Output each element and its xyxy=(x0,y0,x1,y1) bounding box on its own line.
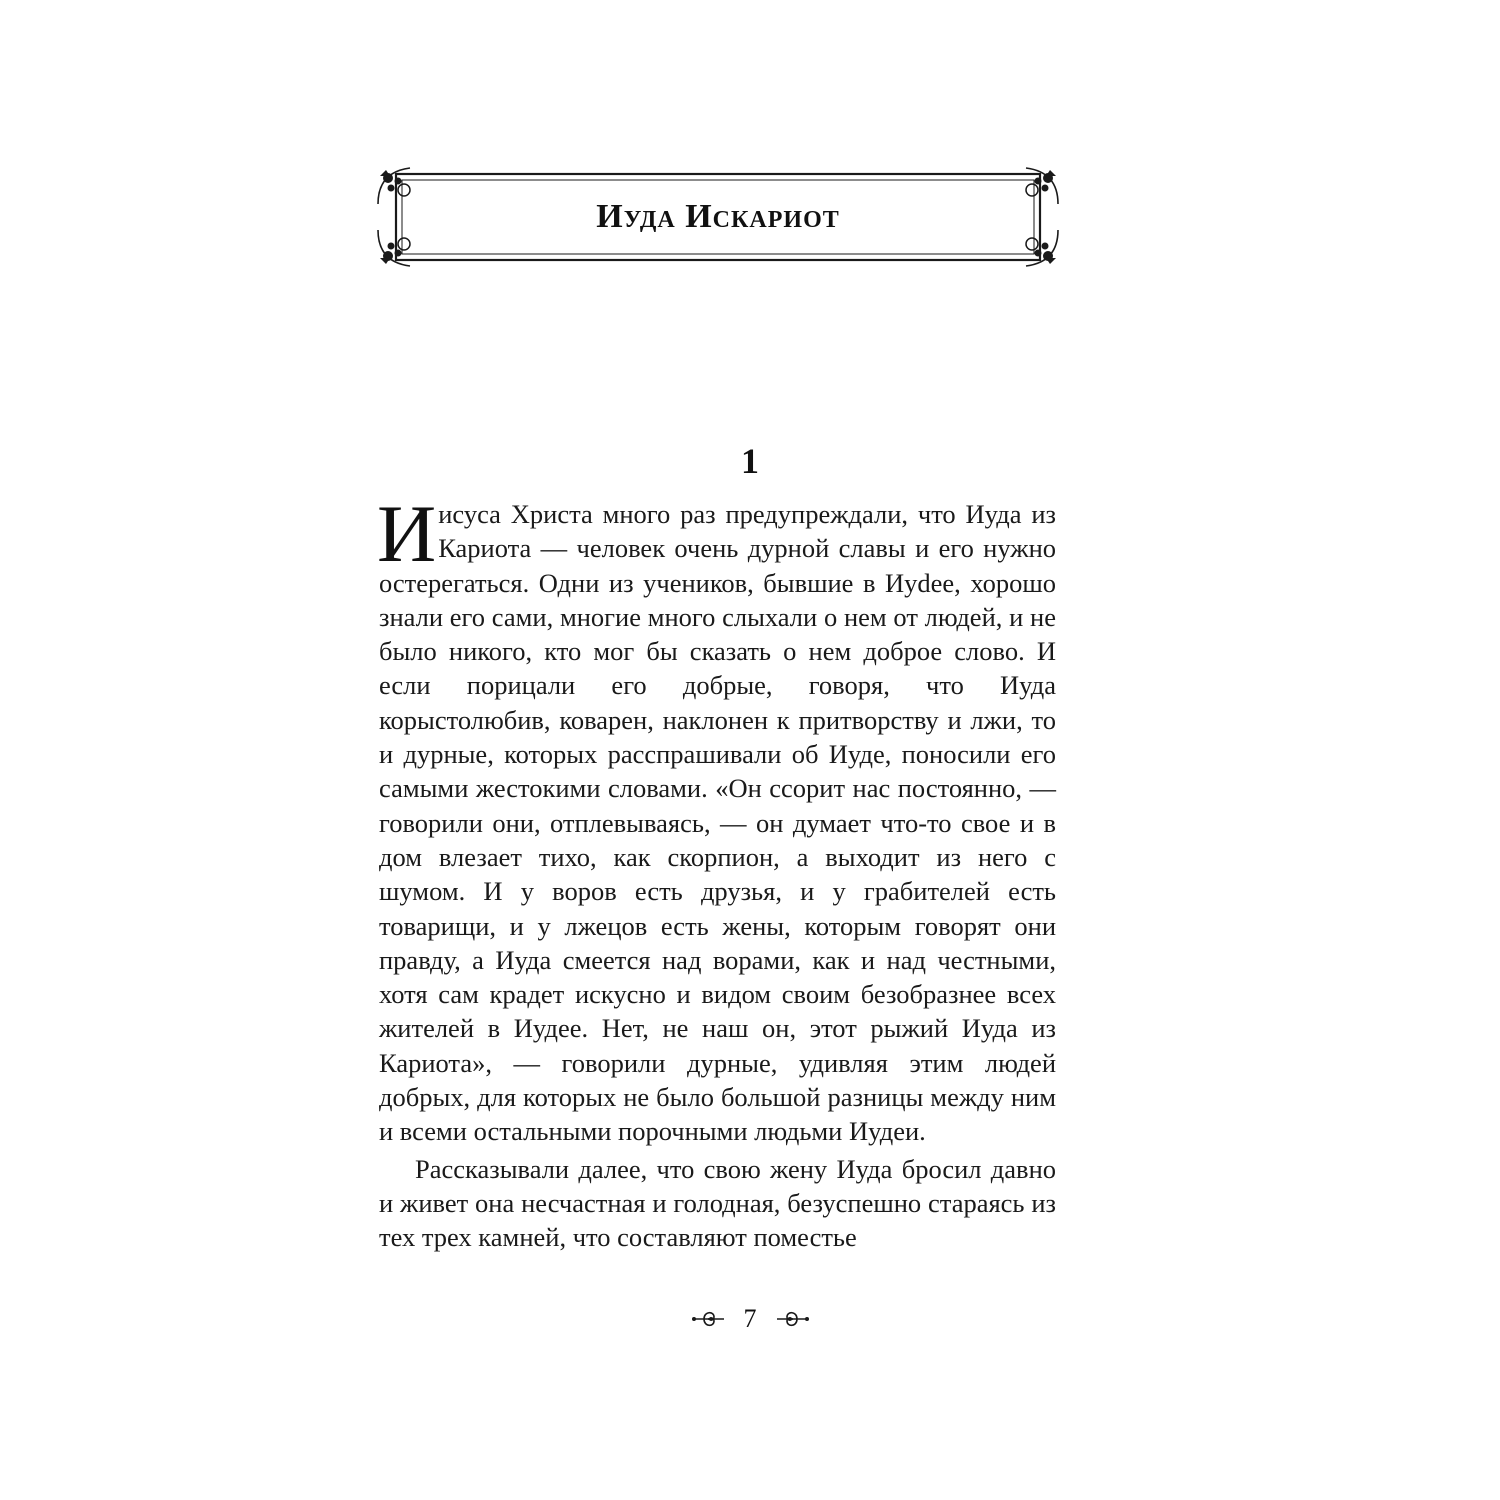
right-flourish-icon xyxy=(775,1308,809,1330)
book-title: Иуда Искариот xyxy=(596,198,840,235)
page-number: 7 xyxy=(743,1304,757,1333)
left-flourish-icon xyxy=(692,1308,726,1330)
paragraph-1-text: исуса Христа много раз предупреждали, что Иуда из Кариота — человек очень дурной славы и его нужно остерегаться. Одни из учеников, бывшие в Иуdее, хорошо знали его сами, многие много слыхали о нем от людей, и не было никого, кто мог бы сказать о нем доброе слово. И если порицали его добрые, говоря, что Иуда корыстолюбив, коварен, наклонен к притворству и лжи, то и дурные, которых расспрашивали об Иуде, поносили его самыми жестокими словами. «Он ссорит нас постоянно, — говорили они, отплевываясь, — он думает что-то свое и в дом влезает тихо, как скорпион, а выходит из него с шумом. И у воров есть друзья, и у грабителей есть товарищи, и у лжецов есть жены, которым говорят они правду, а Иуда смеется над ворами, как и над честными, хотя сам крадет искусно и видом своим безобразнее всех жителей в Иудее. Нет, не наш он, этот рыжий Иуда из Кариота», — говорили дурные, удивляя этим людей добрых, для которых не было большой разницы между ним и всеми остальными порочными людьми Иудеи. xyxy=(379,499,1056,1147)
page-footer xyxy=(0,1304,1500,1334)
paragraph-2: Рассказывали далее, что свою жену Иуда бросил давно и живет она несчастная и голодная, безуспешно стараясь из тех трех камней, что составляют поместье xyxy=(379,1153,1056,1253)
body-text xyxy=(377,488,1056,1255)
drop-cap: И xyxy=(377,488,437,579)
chapter-number: 1 xyxy=(741,441,759,481)
paragraph-1 xyxy=(377,488,1056,1149)
title-frame xyxy=(374,164,1062,270)
